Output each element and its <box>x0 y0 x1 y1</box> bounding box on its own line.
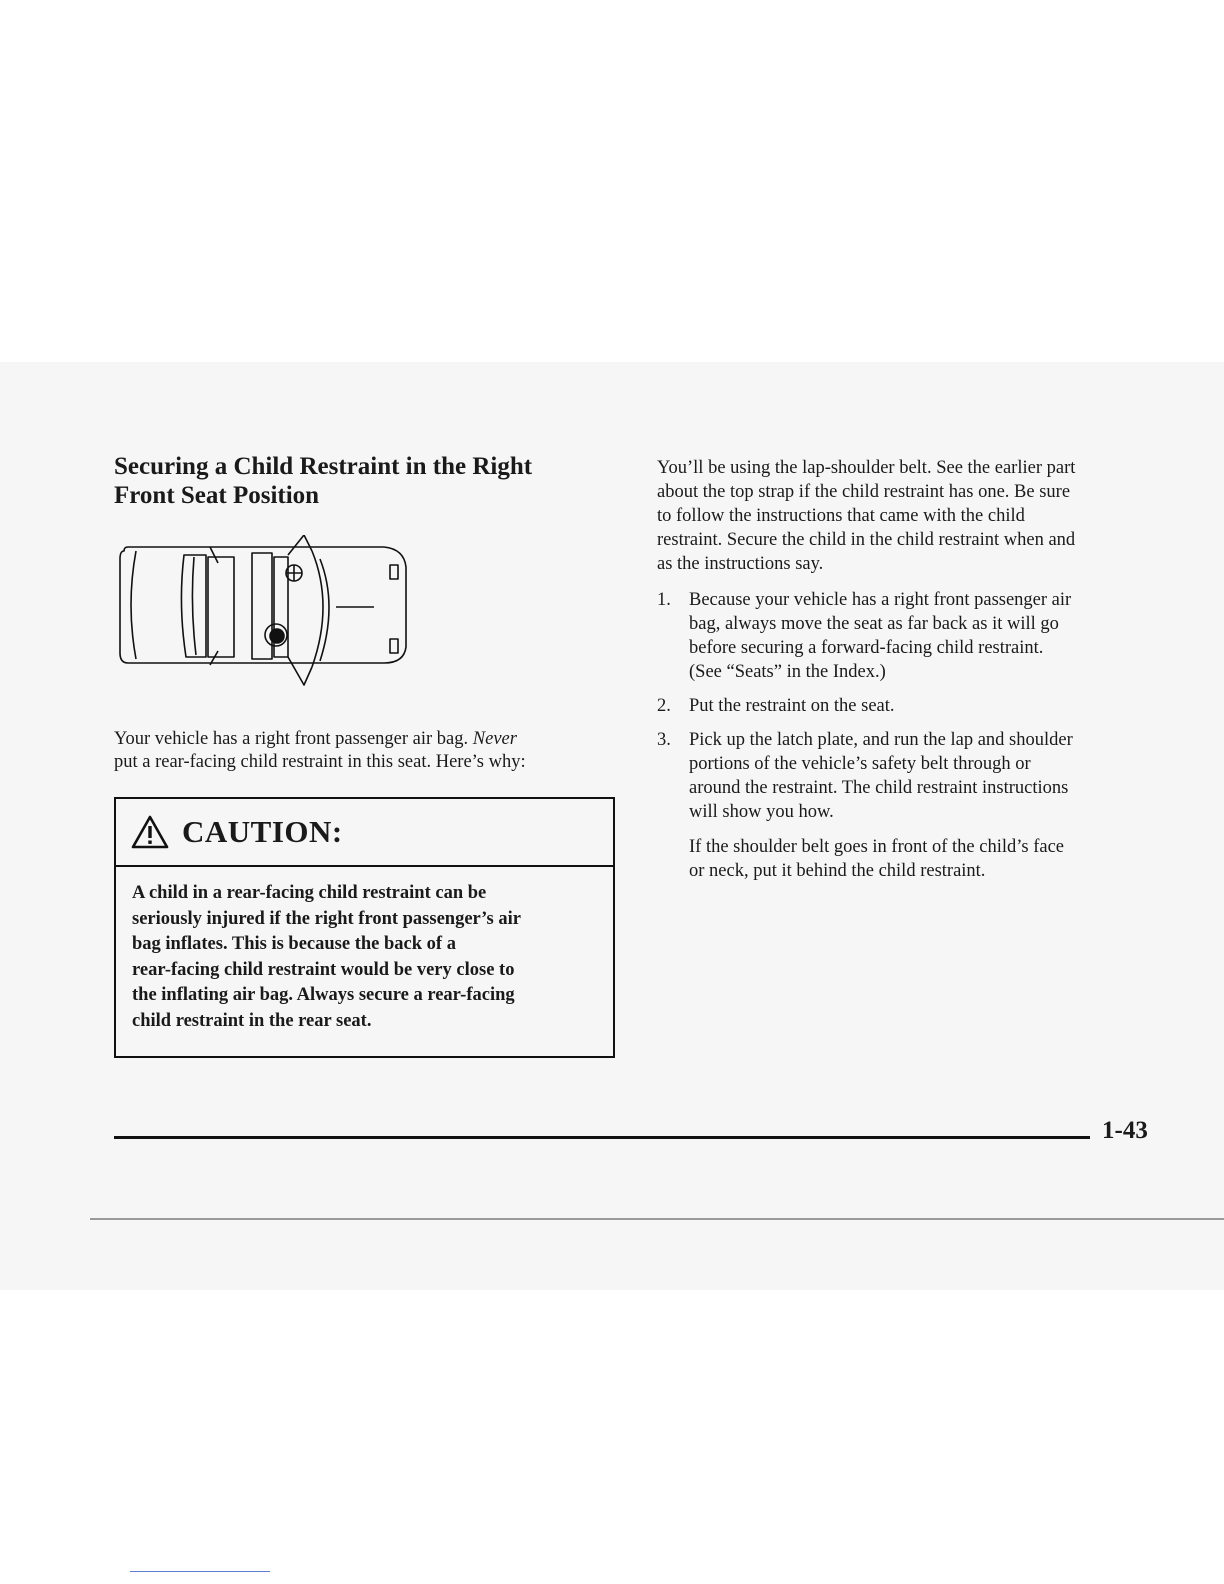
caution-line: child restraint in the rear seat. <box>132 1010 372 1031</box>
right-intro-paragraph <box>657 456 1157 576</box>
step-item-1 <box>657 588 1157 684</box>
caution-box <box>114 797 615 1058</box>
paragraph-line: about the top strap if the child restraint has one. Be sure <box>657 482 1071 502</box>
caution-text <box>116 867 613 1034</box>
step-line: Pick up the latch plate, and run the lap and shoulder <box>689 730 1073 750</box>
step-line: Put the restraint on the seat. <box>689 696 895 716</box>
page-number: 1-43 <box>1102 1117 1148 1144</box>
section-heading <box>114 452 634 510</box>
step-line: will show you how. <box>689 802 834 822</box>
step-line: around the restraint. The child restraint instructions <box>689 778 1069 798</box>
step-number: 2. <box>657 696 671 716</box>
step-line: Because your vehicle has a right front passenger air <box>689 590 1072 610</box>
intro-emphasis: Never <box>472 729 517 749</box>
caution-line: seriously injured if the right front passenger’s air <box>132 908 521 929</box>
step-line: portions of the vehicle’s safety belt through or <box>689 754 1031 774</box>
intro-line-2-text: put a rear-facing child restraint in this seat. Here’s why: <box>114 752 526 772</box>
step-line: before securing a forward-facing child restraint. <box>689 638 1044 658</box>
paragraph-line: You’ll be using the lap-shoulder belt. See the earlier part <box>657 458 1076 478</box>
caution-header <box>116 799 613 867</box>
step-line: (See “Seats” in the Index.) <box>689 662 886 682</box>
note-line: or neck, put it behind the child restraint. <box>689 861 986 881</box>
heading-line-2: Front Seat Position <box>114 482 320 509</box>
paragraph-line: restraint. Secure the child in the child restraint when and <box>657 530 1076 550</box>
intro-line-1-text: Your vehicle has a right front passenger air bag. <box>114 729 473 749</box>
step-line: bag, always move the seat as far back as it will go <box>689 614 1059 634</box>
step-3-note <box>689 835 1157 883</box>
caution-line: rear-facing child restraint would be very close to <box>132 959 515 980</box>
step-number: 1. <box>657 590 671 610</box>
caution-line: the inflating air bag. Always secure a rear-facing <box>132 985 515 1005</box>
heading-line-1: Securing a Child Restraint in the Right <box>114 453 533 480</box>
caution-title: CAUTION: <box>182 814 343 849</box>
caution-line: bag inflates. This is because the back of a <box>132 934 456 954</box>
step-item-3 <box>657 728 1157 824</box>
scan-edge-line <box>90 1218 1224 1220</box>
vehicle-top-view-illustration <box>114 535 414 693</box>
caution-line: A child in a rear-facing child restraint can be <box>132 883 487 903</box>
note-line: If the shoulder belt goes in front of the child’s face <box>689 837 1065 857</box>
paragraph-line: to follow the instructions that came with the child <box>657 506 1025 526</box>
paragraph-line: as the instructions say. <box>657 554 824 574</box>
right-column <box>657 456 1157 883</box>
intro-paragraph <box>114 728 614 774</box>
step-number: 3. <box>657 730 671 750</box>
scan-edge-tick <box>130 1571 270 1572</box>
warning-triangle-icon <box>130 814 170 850</box>
steps-list <box>657 588 1157 824</box>
step-item-2 <box>657 694 1157 718</box>
footer-rule <box>114 1136 1090 1139</box>
